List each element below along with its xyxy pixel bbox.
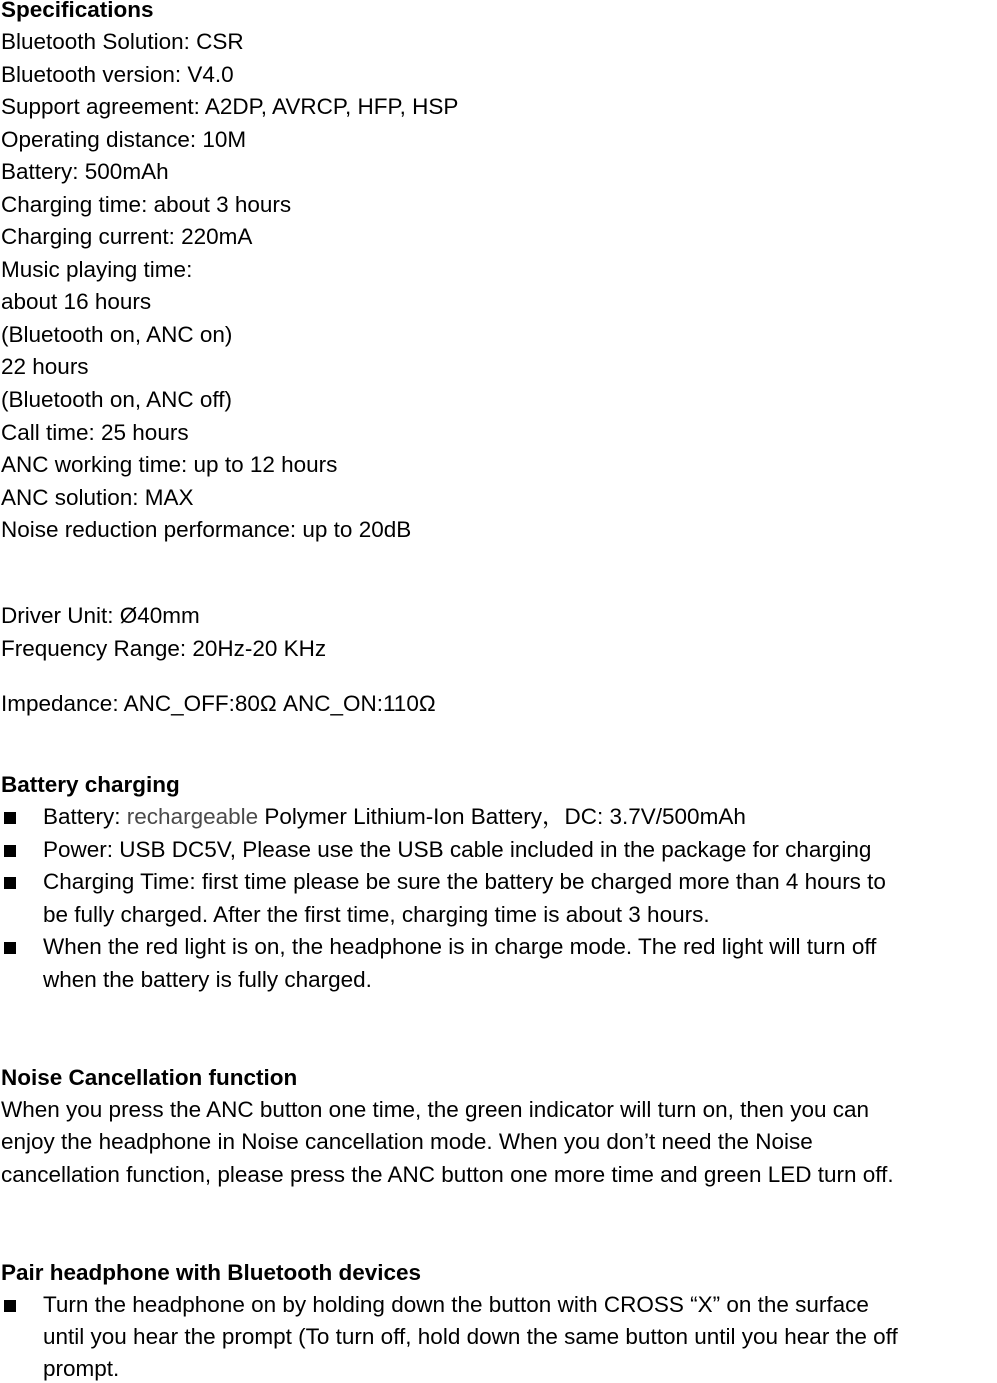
square-bullet-icon (4, 942, 16, 954)
spec-line: Operating distance: 10M (1, 127, 247, 152)
red-light-line: When the red light is on, the headphone is in charge mode. The red light will turn off (43, 934, 877, 959)
spec-line: ANC working time: up to 12 hours (1, 452, 338, 477)
spec-line: 22 hours (1, 354, 89, 379)
square-bullet-icon (4, 845, 16, 857)
specifications-heading: Specifications (1, 0, 154, 22)
noise-cancellation-line: enjoy the headphone in Noise cancellation mode. When you don’t need the Noise (1, 1129, 813, 1154)
frequency-range: Frequency Range: 20Hz-20 KHz (1, 636, 327, 661)
driver-unit: Driver Unit: Ø40mm (1, 603, 200, 628)
spec-line: (Bluetooth on, ANC off) (1, 387, 232, 412)
pairing-line: prompt. (43, 1356, 120, 1381)
spec-line: Music playing time: (1, 257, 193, 282)
spec-line: about 16 hours (1, 289, 152, 314)
spec-line: Charging time: about 3 hours (1, 192, 292, 217)
square-bullet-icon (4, 1300, 16, 1312)
battery-highlight: rechargeable (126, 804, 259, 829)
noise-cancellation-line: cancellation function, please press the ANC button one more time and green LED turn off. (1, 1162, 894, 1187)
spec-line: Support agreement: A2DP, AVRCP, HFP, HSP (1, 94, 459, 119)
square-bullet-icon (4, 812, 16, 824)
pairing-line: until you hear the prompt (To turn off, hold down the same button until you hear the off (43, 1324, 898, 1349)
noise-cancellation-heading: Noise Cancellation function (1, 1065, 298, 1090)
noise-cancellation-line: When you press the ANC button one time, the green indicator will turn on, then you can (1, 1097, 869, 1122)
spec-line: Noise reduction performance: up to 20dB (1, 517, 412, 542)
battery-charging-heading: Battery charging (1, 772, 180, 797)
power-text: Power: USB DC5V, Please use the USB cable included in the package for charging (43, 837, 872, 862)
charging-time-line: be fully charged. After the first time, charging time is about 3 hours. (43, 902, 710, 927)
charging-time-line: Charging Time: first time please be sure the battery be charged more than 4 hours to (43, 869, 886, 894)
impedance: Impedance: ANC_OFF:80Ω ANC_ON:110Ω (1, 691, 436, 716)
spec-line: (Bluetooth on, ANC on) (1, 322, 233, 347)
red-light-line: when the battery is fully charged. (43, 967, 372, 992)
battery-suffix: Polymer Lithium-Ion Battery，DC: 3.7V/500mAh (258, 804, 746, 829)
spec-line: ANC solution: MAX (1, 485, 194, 510)
spec-line: Bluetooth Solution: CSR (1, 29, 244, 54)
spec-line: Charging current: 220mA (1, 224, 253, 249)
square-bullet-icon (4, 877, 16, 889)
spec-line: Call time: 25 hours (1, 420, 189, 445)
spec-line: Bluetooth version: V4.0 (1, 62, 234, 87)
pairing-line: Turn the headphone on by holding down the button with CROSS “X” on the surface (43, 1292, 869, 1317)
spec-line: Battery: 500mAh (1, 159, 169, 184)
pairing-heading: Pair headphone with Bluetooth devices (1, 1260, 422, 1285)
battery-prefix: Battery: (43, 804, 127, 829)
